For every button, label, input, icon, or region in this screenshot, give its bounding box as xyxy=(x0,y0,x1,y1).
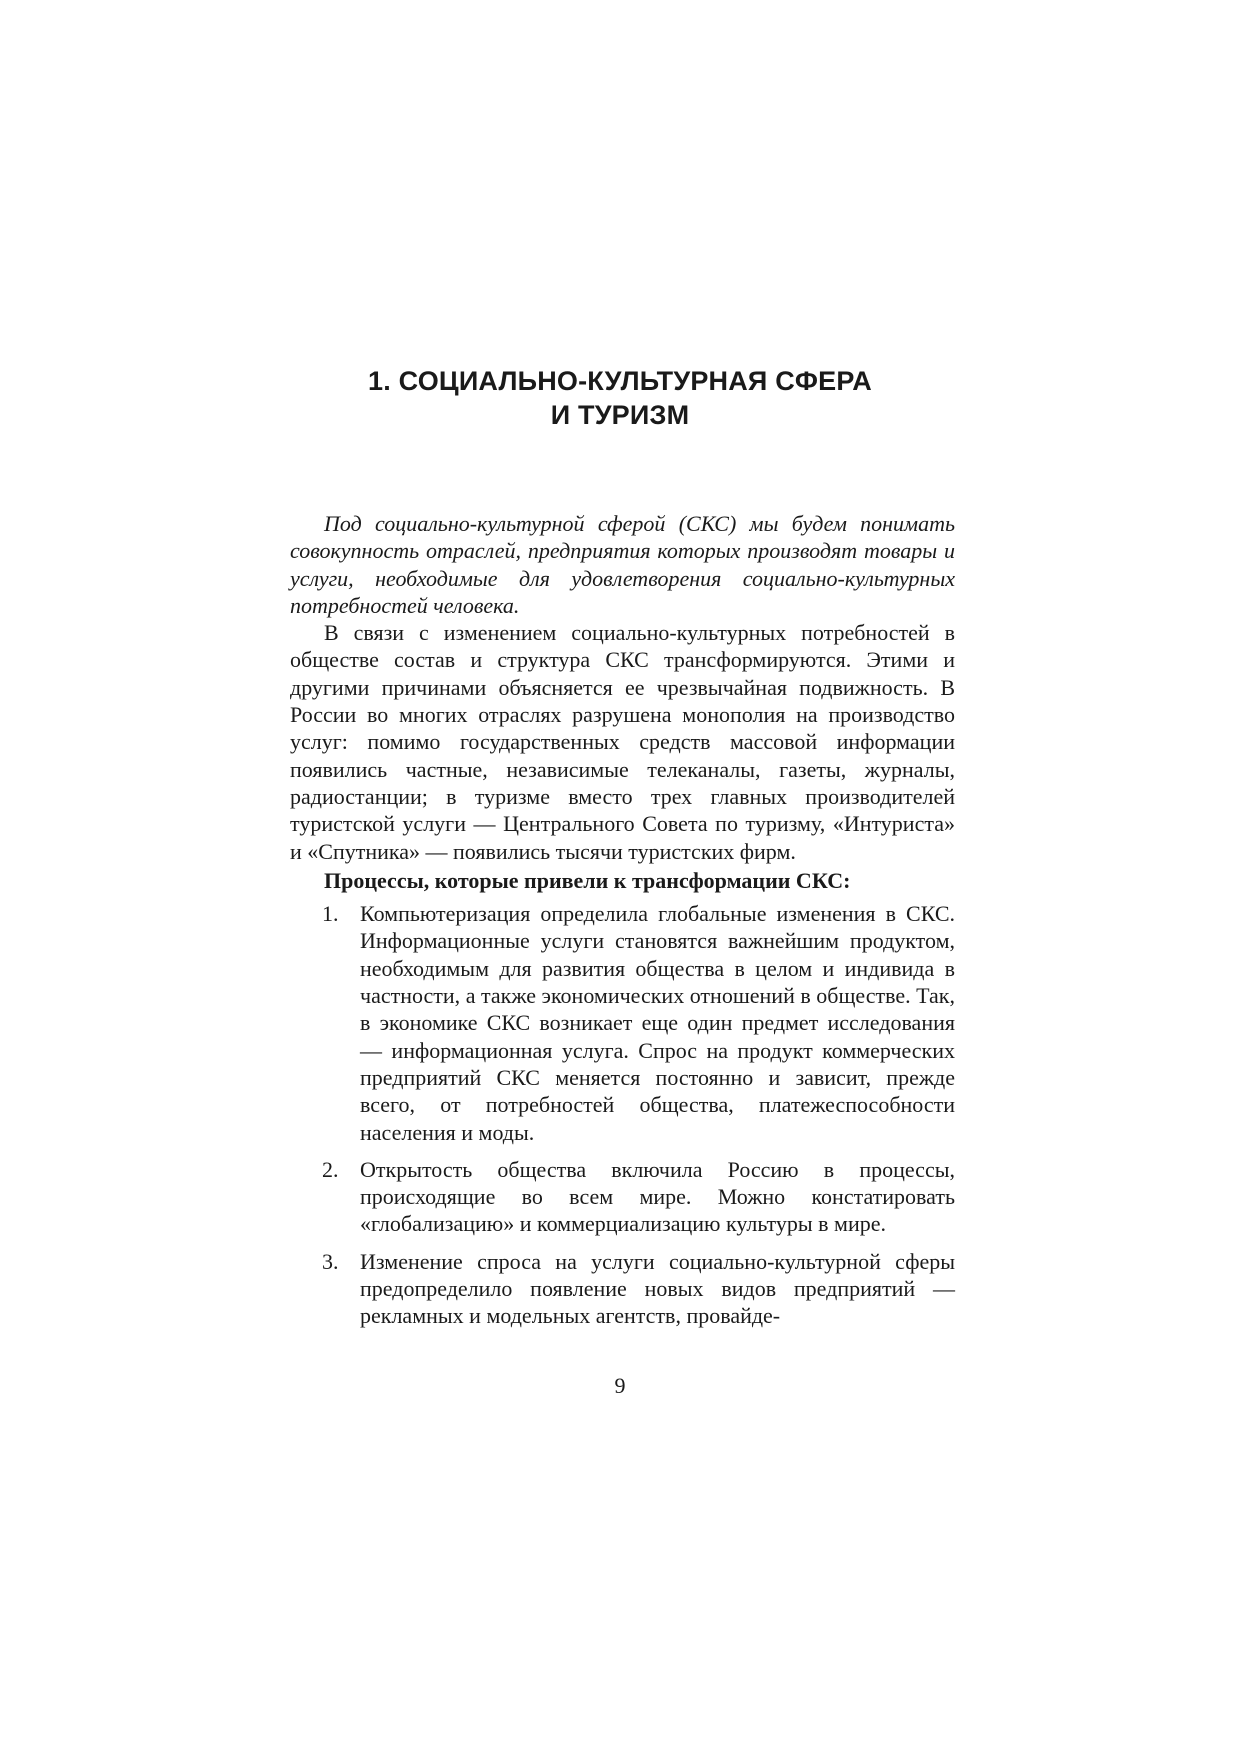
page-number: 9 xyxy=(614,1373,626,1398)
definition-paragraph: Под социально-культурной сферой (СКС) мы будем понимать совокупность отраслей, предприятия которых производят товары и услуги, необходимые для удовлетворения социально-культурных потребностей человека. xyxy=(290,511,955,618)
list-item-text: Изменение спроса на услуги социально-культурной сферы предопределило появление новых видов предприятий — рекламных и модельных агентств, провайде- xyxy=(360,1248,955,1329)
list-item xyxy=(290,1248,955,1330)
processes-heading: Процессы, которые привели к трансформации СКС: xyxy=(324,867,851,893)
body-text xyxy=(290,510,955,1330)
chapter-title-line-1: 1. СОЦИАЛЬНО-КУЛЬТУРНАЯ СФЕРА xyxy=(368,366,872,396)
list-item xyxy=(290,1156,955,1238)
processes-list xyxy=(290,900,955,1329)
chapter-title xyxy=(0,364,1240,432)
list-item-text: Открытость общества включила Россию в процессы, происходящие во всем мире. Можно констатировать «глобализацию» и коммерциализацию культуры в мире. xyxy=(360,1156,955,1237)
intro-paragraph: В связи с изменением социально-культурных потребностей в обществе состав и структура СКС трансформируются. Этими и другими причинами объясняется ее чрезвычайная подвижность. В России во многих отраслях разрушена монополия на производство услуг: помимо государственных средств массовой информации появились частные, независимые телеканалы, газеты, журналы, радиостанции; в туризме вместо трех главных производителей туристской услуги — Центрального Совета по туризму, «Интуриста» и «Спутника» — появились тысячи туристских фирм. xyxy=(290,620,955,864)
list-item-number: 3. xyxy=(322,1248,339,1274)
list-item-text: Компьютеризация определила глобальные изменения в СКС. Информационные услуги становятся важнейшим продуктом, необходимым для развития общества в целом и индивида в частности, а также экономических отношений в обществе. Так, в экономике СКС возникает еще один предмет исследования — информационная услуга. Спрос на продукт коммерческих предприятий СКС меняется постоянно и зависит, прежде всего, от потребностей общества, платежеспособности населения и моды. xyxy=(360,901,955,1145)
list-item-number: 1. xyxy=(322,901,339,927)
list-item-number: 2. xyxy=(322,1156,339,1182)
list-item xyxy=(290,900,955,1146)
chapter-title-line-2: И ТУРИЗМ xyxy=(550,400,690,430)
